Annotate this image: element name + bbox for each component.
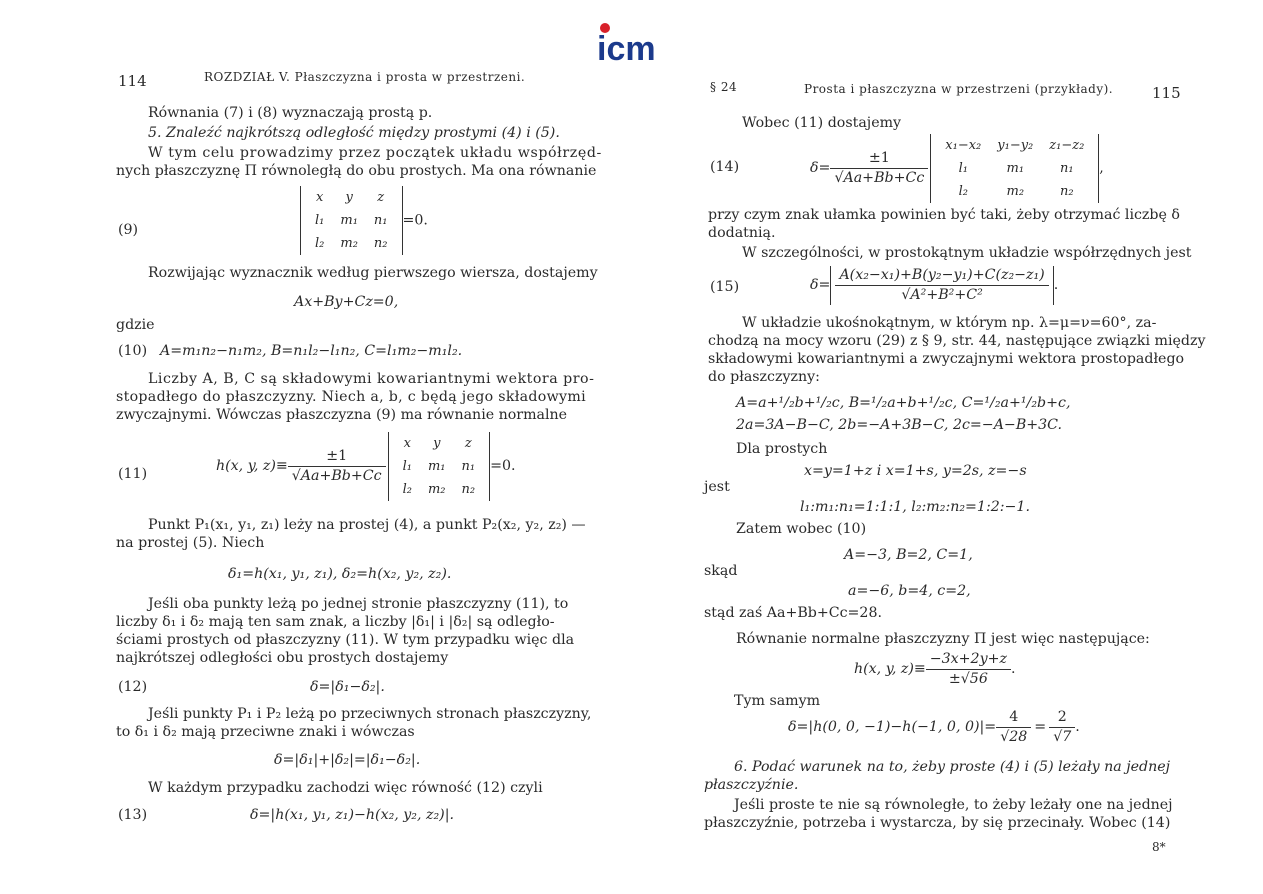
icm-logo bbox=[597, 22, 675, 64]
equation-10: A=m₁n₂−n₁m₂, B=n₁l₂−l₁n₂, C=l₁m₂−m₁l₂. bbox=[160, 343, 463, 359]
text-line: Tym samym bbox=[734, 693, 821, 709]
svg-text:icm: icm bbox=[597, 30, 656, 64]
det-cell: x bbox=[316, 190, 324, 205]
text-line: skąd bbox=[704, 563, 738, 579]
text-line: zwyczajnymi. Wówczas płaszczyzna (9) ma równanie normalne bbox=[116, 407, 568, 423]
text-line: Punkt P₁(x₁, y₁, z₁) leży na prostej (4), a punkt P₂(x₂, y₂, z₂) — bbox=[148, 517, 586, 533]
covariant-relations: A=a+¹/₂b+¹/₂c, B=¹/₂a+b+¹/₂c, C=¹/₂a+¹/₂b+c, bbox=[736, 395, 1071, 411]
det-cell: l₂ bbox=[402, 482, 412, 497]
det-cell: m₂ bbox=[427, 482, 446, 497]
det-cell: x₁−x₂ bbox=[945, 138, 982, 153]
text-line: Jeśli punkty P₁ i P₂ leżą po przeciwnych stronach płaszczyzny, bbox=[148, 706, 592, 722]
text-line: W tym celu prowadzimy przez początek układu współrzęd- bbox=[148, 145, 602, 161]
h-denominator: ±√56 bbox=[948, 671, 988, 687]
text-line: dodatnią. bbox=[708, 225, 776, 241]
det-cell: y bbox=[345, 190, 353, 205]
text-line: Jeśli oba punkty leżą po jednej stronie płaszczyzny (11), to bbox=[148, 596, 569, 612]
det-cell: m₁ bbox=[427, 459, 446, 474]
eq15-tail: . bbox=[1053, 277, 1059, 293]
equation-label: (10) bbox=[118, 343, 148, 359]
text-line: ściami prostych od płaszczyzny (11). W tym przypadku więc dla bbox=[116, 632, 575, 648]
page-number: 114 bbox=[118, 72, 147, 90]
det-cell: y₁−y₂ bbox=[997, 138, 1034, 153]
eq11-denominator: √Aa+Bb+Cc bbox=[291, 468, 382, 484]
text-line: składowymi kowariantnymi a zwyczajnymi wektora prostopadłego bbox=[708, 351, 1185, 367]
plane-equation: Ax+By+Cz=0, bbox=[294, 294, 399, 310]
text-line: stopadłego do płaszczyzny. Niech a, b, c będą jego składowymi bbox=[116, 389, 586, 405]
text-line: Wobec (11) dostajemy bbox=[742, 115, 902, 131]
det-cell: l₂ bbox=[315, 236, 325, 251]
equation-15 bbox=[810, 266, 1058, 305]
det-cell: n₁ bbox=[373, 213, 388, 228]
equation-12: δ=|δ₁−δ₂|. bbox=[310, 679, 385, 695]
final-numerator-1: 4 bbox=[996, 708, 1031, 728]
component-values: a=−6, b=4, c=2, bbox=[848, 583, 971, 599]
det-cell: z₁−z₂ bbox=[1049, 138, 1085, 153]
final-denominator-1: √28 bbox=[1000, 729, 1028, 745]
final-numerator-2: 2 bbox=[1049, 708, 1075, 728]
det-cell: n₁ bbox=[461, 459, 476, 474]
det-cell: l₁ bbox=[958, 161, 968, 176]
det-cell: y bbox=[433, 436, 441, 451]
direction-ratios: l₁:m₁:n₁=1:1:1, l₂:m₂:n₂=1:2:−1. bbox=[800, 499, 1030, 515]
final-equals: = bbox=[1034, 719, 1047, 735]
text-line: stąd zaś Aa+Bb+Cc=28. bbox=[704, 605, 882, 621]
problem-heading: 6. Podać warunek na to, żeby proste (4) i (5) leżały na jednej bbox=[734, 759, 1171, 775]
running-header: ROZDZIAŁ V. Płaszczyzna i prosta w przestrzeni. bbox=[204, 70, 526, 84]
eq14-numerator: ±1 bbox=[830, 149, 928, 169]
text-line: Rozwijając wyznacznik według pierwszego wiersza, dostajemy bbox=[148, 265, 598, 281]
equation-label: (12) bbox=[118, 679, 148, 695]
det-rhs: =0. bbox=[402, 212, 428, 229]
det-cell: n₂ bbox=[461, 482, 476, 497]
equation-label: (14) bbox=[710, 159, 740, 175]
text-line: W szczególności, w prostokątnym układzie współrzędnych jest bbox=[742, 245, 1192, 261]
eq15-numerator: A(x₂−x₁)+B(y₂−y₁)+C(z₂−z₁) bbox=[835, 266, 1048, 286]
text-line: W każdym przypadku zachodzi więc równość (12) czyli bbox=[148, 780, 543, 796]
det-cell: m₁ bbox=[1006, 161, 1025, 176]
det-cell: n₁ bbox=[1059, 161, 1074, 176]
det-cell: l₁ bbox=[315, 213, 325, 228]
det-cell: x bbox=[403, 436, 411, 451]
delta-sum: δ=|δ₁|+|δ₂|=|δ₁−δ₂|. bbox=[274, 752, 421, 768]
problem-heading-cont: płaszczyźnie. bbox=[704, 777, 799, 793]
eq15-lhs: δ= bbox=[810, 277, 831, 293]
text-line: do płaszczyzny: bbox=[708, 369, 820, 385]
equation-14 bbox=[810, 134, 1104, 203]
delta-definitions: δ₁=h(x₁, y₁, z₁), δ₂=h(x₂, y₂, z₂). bbox=[228, 566, 452, 582]
det-cell: m₂ bbox=[340, 236, 358, 251]
equation-13: δ=|h(x₁, y₁, z₁)−h(x₂, y₂, z₂)|. bbox=[250, 807, 454, 823]
det-cell: n₂ bbox=[373, 236, 388, 251]
eq15-denominator: √A²+B²+C² bbox=[901, 287, 983, 303]
text-line: Dla prostych bbox=[736, 441, 828, 457]
final-tail: . bbox=[1075, 719, 1080, 735]
eq14-lhs: δ= bbox=[810, 160, 831, 176]
eq11-numerator: ±1 bbox=[288, 447, 386, 467]
text-line: gdzie bbox=[116, 317, 155, 333]
det-cell: n₂ bbox=[1059, 184, 1074, 199]
det-cell: l₁ bbox=[402, 459, 412, 474]
h-lhs: h(x, y, z)≡ bbox=[854, 661, 926, 677]
eq11-rhs: =0. bbox=[490, 458, 516, 474]
equation-11 bbox=[216, 432, 516, 501]
equation-label: (13) bbox=[118, 807, 148, 823]
text-line: przy czym znak ułamka powinien być taki, żeby otrzymać liczbę δ bbox=[708, 207, 1180, 223]
text-line: chodzą na mocy wzoru (29) z § 9, str. 44, następujące związki między bbox=[708, 333, 1206, 349]
text-line: W układzie ukośnokątnym, w którym np. λ=μ=ν=60°, za- bbox=[742, 315, 1157, 331]
eq11-lhs: h(x, y, z)≡ bbox=[216, 458, 288, 474]
eq14-tail: , bbox=[1099, 160, 1104, 176]
text-line: płaszczyźnie, potrzeba i wystarcza, by się przecinały. Wobec (14) bbox=[704, 815, 1171, 831]
equation-label: (9) bbox=[118, 222, 139, 238]
text-line: najkrótszej odległości obu prostych dostajemy bbox=[116, 650, 449, 666]
final-lhs: δ=|h(0, 0, −1)−h(−1, 0, 0)|= bbox=[788, 719, 997, 735]
det-cell: m₂ bbox=[1006, 184, 1025, 199]
section-number: § 24 bbox=[710, 80, 738, 94]
determinant-9 bbox=[300, 186, 428, 255]
text-line: Równania (7) i (8) wyznaczają prostą p. bbox=[148, 105, 433, 121]
text-line: liczby δ₁ i δ₂ mają ten sam znak, a liczby |δ₁| i |δ₂| są odległo- bbox=[116, 614, 555, 630]
normal-equation bbox=[854, 650, 1015, 689]
ordinary-relations: 2a=3A−B−C, 2b=−A+3B−C, 2c=−A−B+3C. bbox=[736, 417, 1063, 433]
final-denominator-2: √7 bbox=[1053, 729, 1072, 745]
page-number: 115 bbox=[1152, 84, 1181, 102]
coefficient-values: A=−3, B=2, C=1, bbox=[844, 547, 973, 563]
text-line: nych płaszczyznę Π równoległą do obu prostych. Ma ona równanie bbox=[116, 163, 597, 179]
text-line: na prostej (5). Niech bbox=[116, 535, 265, 551]
text-line: Równanie normalne płaszczyzny Π jest więc następujące: bbox=[736, 631, 1150, 647]
equation-label: (15) bbox=[710, 279, 740, 295]
det-cell: z bbox=[377, 190, 385, 205]
text-line: Zatem wobec (10) bbox=[736, 521, 867, 537]
line-equations: x=y=1+z i x=1+s, y=2s, z=−s bbox=[804, 463, 1027, 479]
text-line: Liczby A, B, C są składowymi kowariantnymi wektora pro- bbox=[148, 371, 595, 387]
eq14-denominator: √Aa+Bb+Cc bbox=[834, 170, 925, 186]
h-tail: . bbox=[1010, 661, 1016, 677]
det-cell: l₂ bbox=[958, 184, 968, 199]
text-line: jest bbox=[704, 479, 730, 495]
h-numerator: −3x+2y+z bbox=[926, 650, 1011, 670]
det-cell: m₁ bbox=[340, 213, 358, 228]
signature-mark: 8* bbox=[1152, 840, 1166, 854]
text-line: to δ₁ i δ₂ mają przeciwne znaki i wówczas bbox=[116, 724, 415, 740]
problem-heading: 5. Znaleźć najkrótszą odległość między prostymi (4) i (5). bbox=[148, 125, 560, 141]
running-header: Prosta i płaszczyzna w przestrzeni (przykłady). bbox=[804, 82, 1114, 96]
equation-label: (11) bbox=[118, 466, 148, 482]
distance-result bbox=[788, 708, 1080, 747]
det-cell: z bbox=[464, 436, 472, 451]
text-line: Jeśli proste te nie są równoległe, to żeby leżały one na jednej bbox=[734, 797, 1173, 813]
